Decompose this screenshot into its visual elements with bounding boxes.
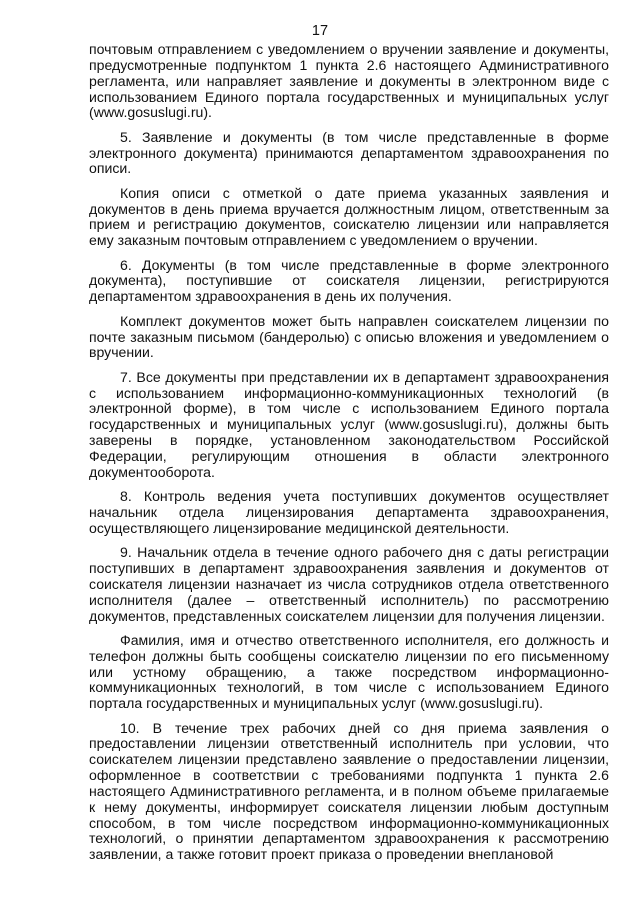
page-number: 17 [311,23,329,39]
paragraph-executor-contact: Фамилия, имя и отчество ответственного исполнителя, его должность и телефон должны быть сообщены соискателю лицензии по его письменному или устному обращению, а также посредством информационно-коммуникационных технологий, в том числе с использованием Единого портала государственных и муниципальных услуг (www.gosuslugi.ru). [89,631,609,712]
paragraph-item-6: 6. Документы (в том числе представленные в форме электронного документа), поступившие от соискателя лицензии, регистрируются департаментом здравоохранения в день их получения. [89,256,609,305]
document-body [89,42,609,872]
paragraph-item-8: 8. Контроль ведения учета поступивших документов осуществляет начальник отдела лицензирования департамента здравоохранения, осуществляющего лицензирование медицинской деятельности. [89,488,609,536]
paragraph-continuation: почтовым отправлением с уведомлением о вручении заявление и документы, предусмотренные подпунктом 1 пункта 2.6 настоящего Административного регламента, или направляет заявление и документы в электронном виде с использованием Единого портала государственных и муниципальных услуг (www.gosuslugi.ru). [89,41,609,121]
paragraph-item-5: 5. Заявление и документы (в том числе представленные в форме электронного документа) принимаются департаментом здравоохранения по описи. [89,128,609,177]
paragraph-inventory-copy: Копия описи с отметкой о дате приема указанных заявления и документов в день приема вручается должностным лицом, ответственным за прием и регистрацию документов, соискателю лицензии или направляется ему заказным почтовым отправлением с уведомлением о вручении. [89,184,609,249]
paragraph-item-10: 10. В течение трех рабочих дней со дня приема заявления о предоставлении лицензии ответственный исполнитель при условии, что соискателем лицензии представлено заявление о предоставлении лицензии, оформленное в соответствии с требованиями подпункта 1 пункта 2.6 настоящего Административного регламента, и в полном объеме прилагаемые к нему документы, информирует соискателя лицензии любым доступным способом, в том числе посредством информационно-коммуникационных технологий, о принятии департаментом здравоохранения к рассмотрению заявлении, а также готовит проект приказа о проведении внеплановой [89,719,609,863]
paragraph-item-9: 9. Начальник отдела в течение одного рабочего дня с даты регистрации поступивших в департамент здравоохранения заявления и документов от соискателя лицензии назначает из числа сотрудников отдела ответственного исполнителя (далее – ответственный исполнитель) по рассмотрению документов, представленных соискателем лицензии для получения лицензии. [89,544,609,624]
paragraph-item-7: 7. Все документы при представлении их в департамент здравоохранения с использованием информационно-коммуникационных технологий (в электронной форме), в том числе с использованием Единого портала государственных и муниципальных услуг (www.gosuslugi.ru), должны быть заверены в порядке, установленном законодательством Российской Федерации, регулирующим отношения в области электронного документооборота. [89,368,609,480]
paragraph-document-package: Комплект документов может быть направлен соискателем лицензии по почте заказным письмом (бандеролью) с описью вложения и уведомлением о вручении. [89,312,609,361]
